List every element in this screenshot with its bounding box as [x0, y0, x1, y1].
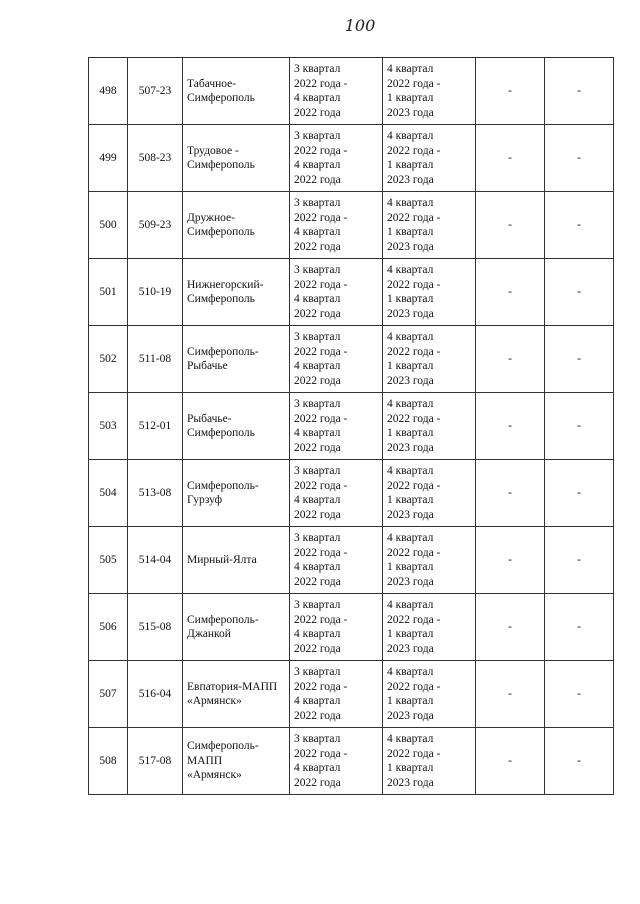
start-period-cell: [290, 460, 383, 527]
cell-text-line: 2022 года: [294, 106, 341, 119]
empty-value-cell: -: [545, 661, 614, 728]
routes-table-body: [89, 58, 614, 795]
cell-text-line: 1 квартал: [387, 360, 434, 372]
cell-text-line: 2022 года -: [387, 613, 441, 626]
cell-text-line: 4 квартал: [387, 398, 434, 410]
start-period-cell: [290, 125, 383, 192]
cell-text-line: 4 квартал: [294, 561, 341, 573]
cell-text-line: 2022 года: [294, 374, 341, 387]
table-row: [89, 393, 614, 460]
cell-text-line: 2022 года -: [294, 278, 348, 291]
cell-text-line: 4 квартал: [294, 695, 341, 707]
cell-text-line: Симферополь: [187, 226, 255, 238]
cell-text-line: 2022 года: [294, 709, 341, 722]
cell-text-line: 3 квартал: [294, 532, 341, 544]
cell-text-line: 4 квартал: [387, 599, 434, 611]
row-number-cell: 499: [89, 125, 128, 192]
cell-text-line: 2022 года -: [387, 77, 441, 90]
empty-value-cell: -: [545, 125, 614, 192]
cell-text-line: 1 квартал: [387, 494, 434, 506]
cell-text-line: 1 квартал: [387, 159, 434, 171]
cell-text-line: Симферополь: [187, 159, 255, 171]
route-name-cell: [183, 125, 290, 192]
cell-text-line: 4 квартал: [387, 130, 434, 142]
table-row: [89, 460, 614, 527]
page-number: 100: [344, 16, 376, 35]
cell-text-line: Симферополь-: [187, 613, 259, 626]
cell-text-line: 4 квартал: [294, 494, 341, 506]
cell-text-line: 2022 года -: [294, 412, 348, 425]
start-period-cell: [290, 728, 383, 795]
cell-text-line: 2022 года: [294, 575, 341, 588]
end-period-cell: [383, 393, 476, 460]
end-period-cell: [383, 460, 476, 527]
cell-text-line: 4 квартал: [387, 666, 434, 678]
end-period-cell: [383, 125, 476, 192]
route-code-cell: 510-19: [128, 259, 183, 326]
cell-text-line: 2022 года -: [294, 144, 348, 157]
empty-value-cell: -: [476, 460, 545, 527]
cell-text-line: 2022 года -: [294, 747, 348, 760]
row-number-cell: 500: [89, 192, 128, 259]
cell-text-line: 1 квартал: [387, 628, 434, 640]
cell-text-line: 3 квартал: [294, 197, 341, 209]
cell-text-line: 2022 года -: [387, 680, 441, 693]
table-row: [89, 594, 614, 661]
cell-text-line: 2023 года: [387, 642, 434, 655]
empty-value-cell: -: [545, 58, 614, 125]
cell-text-line: 1 квартал: [387, 226, 434, 238]
cell-text-line: 2022 года -: [387, 144, 441, 157]
cell-text-line: Евпатория-МАПП: [187, 680, 278, 693]
cell-text-line: 3 квартал: [294, 130, 341, 142]
end-period-cell: [383, 326, 476, 393]
cell-text-line: 4 квартал: [387, 331, 434, 343]
route-code-cell: 513-08: [128, 460, 183, 527]
cell-text-line: 1 квартал: [387, 561, 434, 573]
row-number-cell: 502: [89, 326, 128, 393]
table-row: [89, 125, 614, 192]
cell-text-line: 3 квартал: [294, 63, 341, 75]
cell-text-line: 3 квартал: [294, 733, 341, 745]
cell-text-line: МАПП: [187, 754, 223, 767]
cell-text-line: 4 квартал: [387, 197, 434, 209]
table-row: [89, 192, 614, 259]
cell-text-line: Симферополь: [187, 293, 255, 305]
end-period-cell: [383, 527, 476, 594]
empty-value-cell: -: [476, 661, 545, 728]
empty-value-cell: -: [476, 728, 545, 795]
cell-text-line: Симферополь: [187, 427, 255, 439]
cell-text-line: 4 квартал: [294, 293, 341, 305]
empty-value-cell: -: [476, 527, 545, 594]
cell-text-line: Табачное-: [187, 77, 237, 90]
cell-text-line: 3 квартал: [294, 465, 341, 477]
end-period-cell: [383, 661, 476, 728]
cell-text-line: 4 квартал: [387, 264, 434, 276]
cell-text-line: Симферополь: [187, 92, 255, 104]
cell-text-line: 4 квартал: [387, 532, 434, 544]
cell-text-line: Нижнегорский-: [187, 278, 264, 291]
start-period-cell: [290, 192, 383, 259]
empty-value-cell: -: [476, 58, 545, 125]
start-period-cell: [290, 594, 383, 661]
start-period-cell: [290, 58, 383, 125]
table-row: [89, 527, 614, 594]
empty-value-cell: -: [476, 192, 545, 259]
cell-text-line: 2022 года: [294, 173, 341, 186]
route-code-cell: 516-04: [128, 661, 183, 728]
cell-text-line: «Армянск»: [187, 769, 242, 782]
cell-text-line: 2022 года -: [294, 680, 348, 693]
row-number-cell: 508: [89, 728, 128, 795]
cell-text-line: 4 квартал: [294, 92, 341, 104]
route-code-cell: 509-23: [128, 192, 183, 259]
empty-value-cell: -: [545, 594, 614, 661]
cell-text-line: Гурзуф: [187, 494, 223, 506]
cell-text-line: 4 квартал: [294, 762, 341, 774]
route-name-cell: [183, 661, 290, 728]
row-number-cell: 505: [89, 527, 128, 594]
routes-table: [88, 57, 614, 795]
end-period-cell: [383, 58, 476, 125]
cell-text-line: 1 квартал: [387, 762, 434, 774]
cell-text-line: «Армянск»: [187, 695, 242, 707]
row-number-cell: 498: [89, 58, 128, 125]
empty-value-cell: -: [545, 192, 614, 259]
route-name-cell: [183, 460, 290, 527]
empty-value-cell: -: [476, 259, 545, 326]
cell-text-line: 3 квартал: [294, 666, 341, 678]
table-row: [89, 661, 614, 728]
cell-text-line: 2023 года: [387, 106, 434, 119]
cell-text-line: 4 квартал: [294, 427, 341, 439]
cell-text-line: 2023 года: [387, 173, 434, 186]
empty-value-cell: -: [476, 393, 545, 460]
cell-text-line: 3 квартал: [294, 264, 341, 276]
route-name-cell: [183, 393, 290, 460]
route-name-cell: [183, 728, 290, 795]
cell-text-line: 1 квартал: [387, 695, 434, 707]
route-code-cell: 507-23: [128, 58, 183, 125]
empty-value-cell: -: [545, 728, 614, 795]
cell-text-line: 1 квартал: [387, 92, 434, 104]
cell-text-line: 1 квартал: [387, 427, 434, 439]
row-number-cell: 507: [89, 661, 128, 728]
route-name-cell: [183, 192, 290, 259]
cell-text-line: Рыбачье: [187, 360, 228, 372]
empty-value-cell: -: [476, 326, 545, 393]
table-row: [89, 326, 614, 393]
start-period-cell: [290, 527, 383, 594]
cell-text-line: 2022 года: [294, 441, 341, 454]
empty-value-cell: -: [545, 527, 614, 594]
cell-text-line: 2022 года -: [294, 613, 348, 626]
route-code-cell: 508-23: [128, 125, 183, 192]
route-name-cell: [183, 259, 290, 326]
row-number-cell: 504: [89, 460, 128, 527]
row-number-cell: 506: [89, 594, 128, 661]
cell-text-line: 2022 года -: [294, 546, 348, 559]
cell-text-line: 3 квартал: [294, 599, 341, 611]
cell-text-line: 2023 года: [387, 441, 434, 454]
cell-text-line: Джанкой: [187, 628, 231, 640]
cell-text-line: 2022 года -: [294, 211, 348, 224]
empty-value-cell: -: [476, 125, 545, 192]
cell-text-line: 2023 года: [387, 575, 434, 588]
cell-text-line: Симферополь-: [187, 345, 259, 358]
cell-text-line: 2022 года -: [387, 546, 441, 559]
end-period-cell: [383, 192, 476, 259]
cell-text-line: 2022 года: [294, 307, 341, 320]
empty-value-cell: -: [545, 326, 614, 393]
cell-text-line: Мирный-Ялта: [187, 553, 257, 566]
cell-text-line: Симферополь-: [187, 740, 259, 753]
cell-text-line: Симферополь-: [187, 479, 259, 492]
route-code-cell: 517-08: [128, 728, 183, 795]
empty-value-cell: -: [545, 460, 614, 527]
table-row: [89, 58, 614, 125]
route-code-cell: 514-04: [128, 527, 183, 594]
cell-text-line: 2022 года -: [387, 211, 441, 224]
cell-text-line: Дружное-: [187, 211, 235, 224]
end-period-cell: [383, 259, 476, 326]
cell-text-line: 4 квартал: [294, 226, 341, 238]
start-period-cell: [290, 259, 383, 326]
cell-text-line: 1 квартал: [387, 293, 434, 305]
cell-text-line: 2023 года: [387, 307, 434, 320]
empty-value-cell: -: [476, 594, 545, 661]
cell-text-line: 2023 года: [387, 374, 434, 387]
cell-text-line: 2022 года: [294, 508, 341, 521]
cell-text-line: 2022 года -: [294, 479, 348, 492]
empty-value-cell: -: [545, 259, 614, 326]
cell-text-line: 2022 года -: [387, 412, 441, 425]
cell-text-line: 2022 года: [294, 642, 341, 655]
end-period-cell: [383, 728, 476, 795]
cell-text-line: 2022 года -: [294, 77, 348, 90]
table-row: [89, 728, 614, 795]
cell-text-line: 2022 года: [294, 776, 341, 789]
cell-text-line: 4 квартал: [387, 63, 434, 75]
cell-text-line: 2022 года -: [387, 278, 441, 291]
cell-text-line: 2023 года: [387, 709, 434, 722]
cell-text-line: 2022 года -: [387, 479, 441, 492]
route-code-cell: 515-08: [128, 594, 183, 661]
cell-text-line: 2022 года -: [294, 345, 348, 358]
cell-text-line: 4 квартал: [294, 360, 341, 372]
cell-text-line: 4 квартал: [294, 159, 341, 171]
route-code-cell: 512-01: [128, 393, 183, 460]
start-period-cell: [290, 326, 383, 393]
route-name-cell: [183, 58, 290, 125]
cell-text-line: 3 квартал: [294, 331, 341, 343]
cell-text-line: 2022 года -: [387, 345, 441, 358]
cell-text-line: 4 квартал: [294, 628, 341, 640]
table-row: [89, 259, 614, 326]
cell-text-line: Трудовое -: [187, 144, 239, 157]
route-code-cell: 511-08: [128, 326, 183, 393]
cell-text-line: 2022 года -: [387, 747, 441, 760]
start-period-cell: [290, 393, 383, 460]
cell-text-line: 2023 года: [387, 508, 434, 521]
route-name-cell: [183, 326, 290, 393]
route-name-cell: [183, 527, 290, 594]
route-name-cell: [183, 594, 290, 661]
cell-text-line: 2022 года: [294, 240, 341, 253]
cell-text-line: 3 квартал: [294, 398, 341, 410]
cell-text-line: 2023 года: [387, 776, 434, 789]
start-period-cell: [290, 661, 383, 728]
cell-text-line: 4 квартал: [387, 733, 434, 745]
cell-text-line: 2023 года: [387, 240, 434, 253]
row-number-cell: 503: [89, 393, 128, 460]
row-number-cell: 501: [89, 259, 128, 326]
cell-text-line: Рыбачье-: [187, 412, 232, 425]
cell-text-line: 4 квартал: [387, 465, 434, 477]
empty-value-cell: -: [545, 393, 614, 460]
end-period-cell: [383, 594, 476, 661]
